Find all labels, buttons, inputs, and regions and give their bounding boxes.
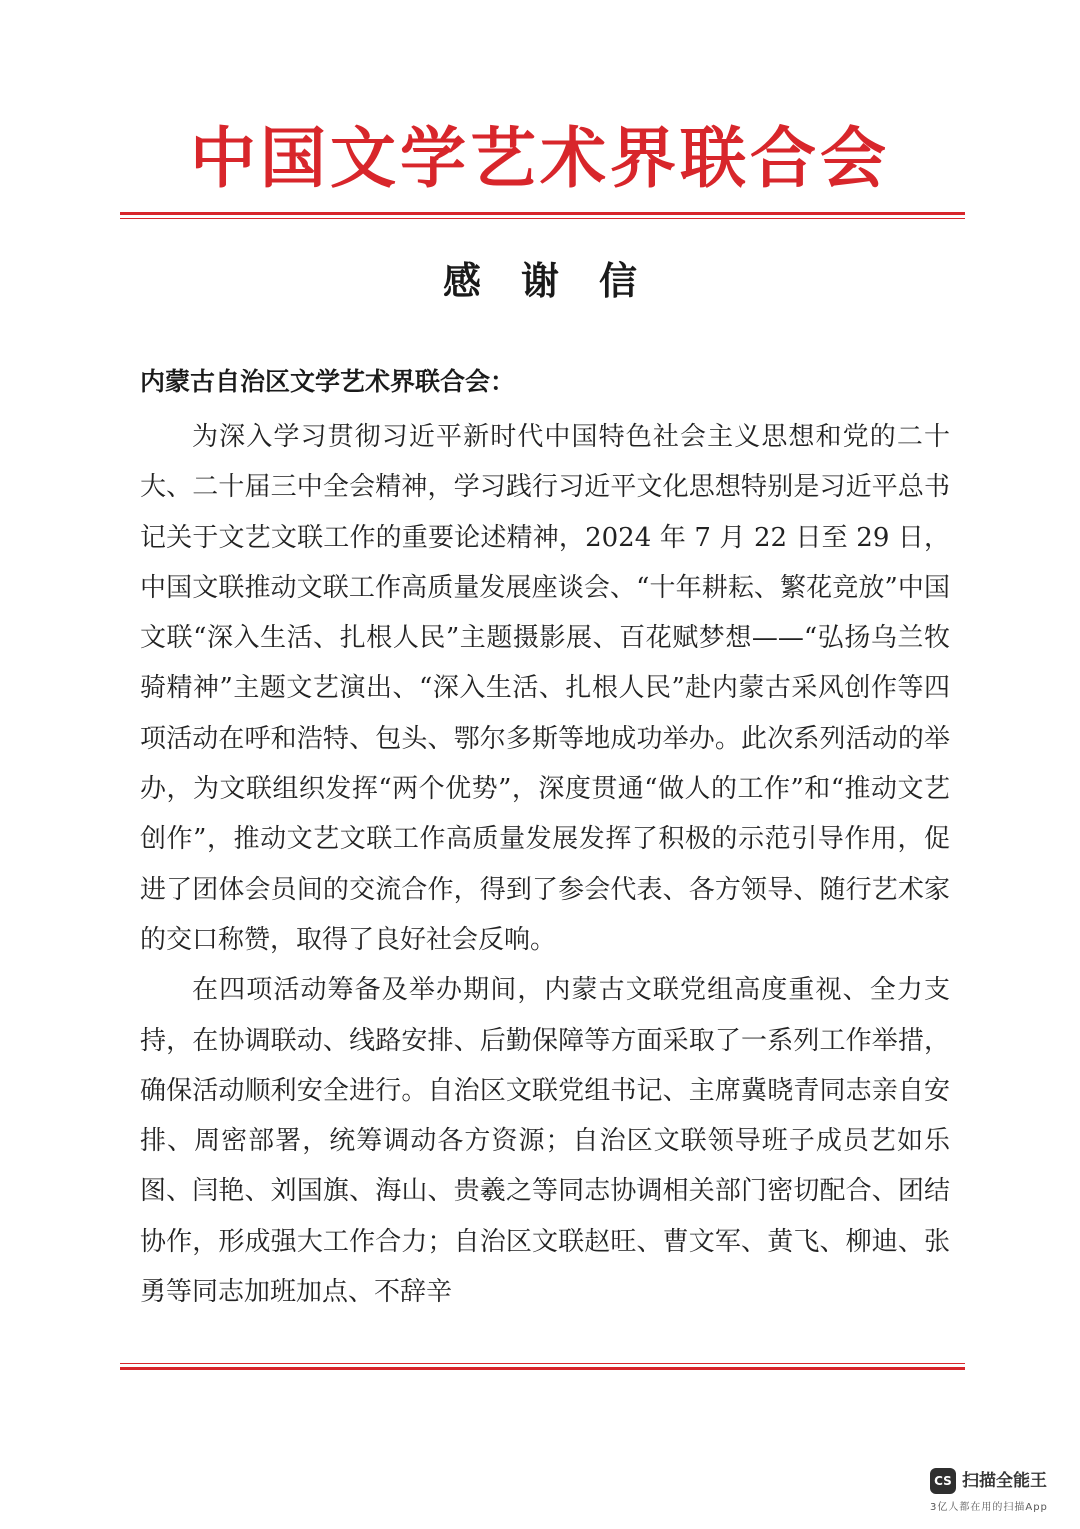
watermark-brand: 扫描全能王	[962, 1471, 1047, 1491]
document-title: 感谢信	[442, 258, 677, 303]
letterhead-rule-thick	[120, 212, 965, 215]
footer-rule-thick	[120, 1367, 965, 1370]
letterhead-org-name: 中国文学艺术界联合会	[190, 119, 890, 197]
body-paragraph-2: 在四项活动筹备及举办期间，内蒙古文联党组高度重视、全力支持，在协调联动、线路安排、后勤保障等方面采取了一系列工作举措，确保活动顺利安全进行。自治区文联党组书记、主席冀晓青同志亲自安排、周密部署，统筹调动各方资源；自治区文联领导班子成员艺如乐图、闫艳、刘国旗、海山、贵羲之等同志协调相关部门密切配合、团结协作，形成强大工作合力；自治区文联赵旺、曹文军、黄飞、柳迪、张勇等同志加班加点、不辞辛	[140, 975, 950, 1308]
letterhead-rule-thin	[120, 218, 965, 219]
footer-rule-thin	[120, 1363, 965, 1364]
camscanner-logo-icon: CS	[930, 1468, 956, 1494]
body-paragraph-1: 为深入学习贯彻习近平新时代中国特色社会主义思想和党的二十大、二十届三中全会精神，学习践行习近平文化思想特别是习近平总书记关于文艺文联工作的重要论述精神，2024 年 7 月 22 日至 29 日，中国文联推动文联工作高质量发展座谈会、“十年耕耘、繁花竞放”中国文联“深入生活、扎根人民”主题摄影展、百花赋梦想——“弘扬乌兰牧骑精神”主题文艺演出、“深入生活、扎根人民”赴内蒙古采风创作等四项活动在呼和浩特、包头、鄂尔多斯等地成功举办。此次系列活动的举办，为文联组织发挥“两个优势”，深度贯通“做人的工作”和“推动文艺创作”，推动文艺文联工作高质量发展发挥了积极的示范引导作用，促进了团体会员间的交流合作，得到了参会代表、各方领导、随行艺术家的交口称赞，取得了良好社会反响。	[140, 422, 950, 955]
scanner-watermark	[930, 1468, 1070, 1516]
letter-body	[140, 412, 950, 1317]
salutation: 内蒙古自治区文学艺术界联合会：	[140, 367, 516, 396]
watermark-tagline: 3亿人都在用的扫描App	[930, 1502, 1048, 1513]
